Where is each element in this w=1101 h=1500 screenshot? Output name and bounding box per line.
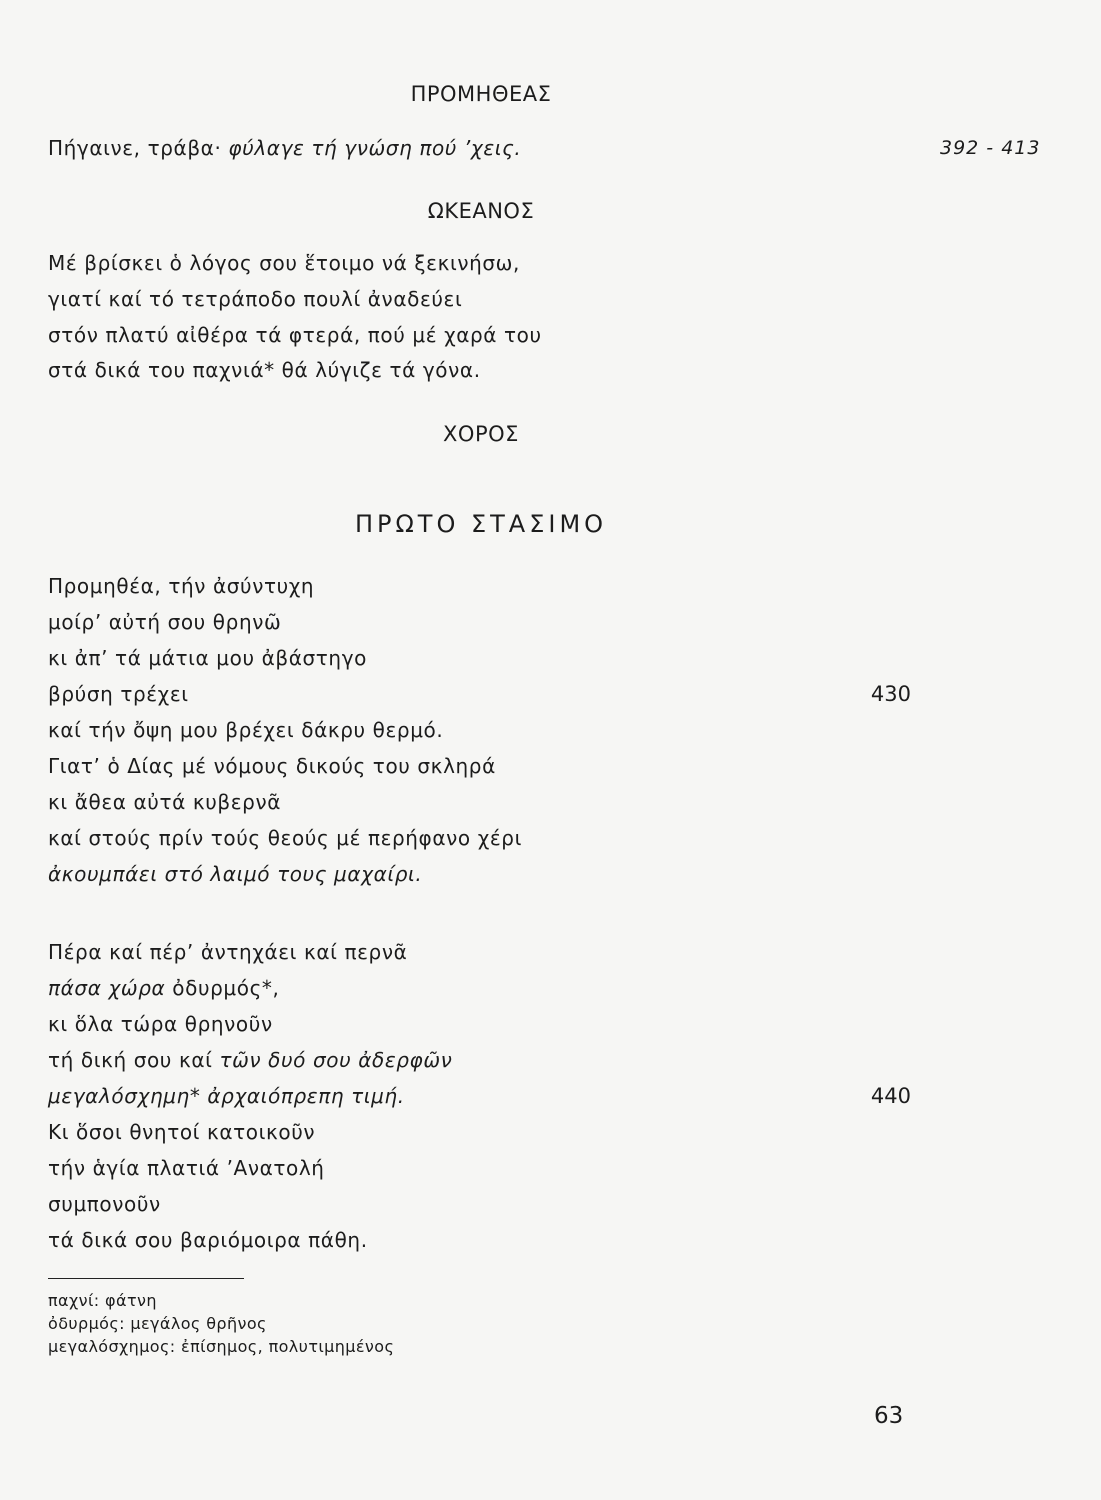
- prometheus-line-normal: Πήγαινε, τράβα·: [48, 136, 229, 160]
- prometheus-line: [48, 138, 521, 158]
- footnote-divider: [48, 1278, 244, 1279]
- verse-line: Προμηθέα, τήν ἀσύντυχη: [48, 574, 315, 598]
- verse-italic-part: τῶν δυό σου ἀδερφῶν: [219, 1048, 453, 1072]
- verse-line: συμπονοῦν: [48, 1192, 161, 1216]
- verse-line: τήν ἁγία πλατιά ’Ανατολή: [48, 1156, 325, 1180]
- verse-line: [48, 978, 279, 998]
- verse-line: γιατί καί τό τετράποδο πουλί ἀναδεύει: [48, 287, 463, 311]
- verse-line: Μέ βρίσκει ὁ λόγος σου ἕτοιμο νά ξεκινήσω,: [48, 251, 520, 275]
- verse-line-italic: ἀκουμπάει στό λαιμό τους μαχαίρι.: [48, 862, 423, 886]
- verse-line: κι ἄθεα αὐτά κυβερνᾶ: [48, 790, 282, 814]
- page-number: 63: [874, 1403, 904, 1429]
- verse-line: κι ὅλα τώρα θρηνοῦν: [48, 1012, 273, 1036]
- line-number-430: 430: [870, 682, 911, 706]
- verse-line: Γιατ’ ὁ Δίας μέ νόμους δικούς του σκληρά: [48, 754, 496, 778]
- verse-line: μοίρ’ αὐτή σου θρηνῶ: [48, 610, 282, 634]
- footnote: μεγαλόσχημος: ἐπίσημος, πολυτιμημένος: [48, 1337, 395, 1356]
- verse-italic-part: πάσα χώρα: [48, 976, 166, 1000]
- footnote: ὀδυρμός: μεγάλος θρῆνος: [48, 1314, 267, 1333]
- speaker-okeanos: ΩΚΕΑΝΟΣ: [427, 199, 535, 223]
- verse-line: [48, 1050, 452, 1070]
- section-title: ΠΡΩΤΟ ΣΤΑΣΙΜΟ: [354, 510, 608, 538]
- verse-line: Κι ὅσοι θνητοί κατοικοῦν: [48, 1120, 316, 1144]
- line-range: 392 - 413: [940, 137, 1041, 159]
- verse-line-italic: μεγαλόσχημη* ἀρχαιόπρεπη τιμή.: [48, 1084, 405, 1108]
- verse-line: στά δικά του παχνιά* θά λύγιζε τά γόνα.: [48, 358, 481, 382]
- verse-normal-part: τή δική σου καί: [48, 1048, 220, 1072]
- verse-normal-part: ὀδυρμός*,: [165, 976, 280, 1000]
- verse-line: στόν πλατύ αἰθέρα τά φτερά, πού μέ χαρά του: [48, 323, 542, 347]
- speaker-prometheus: ΠΡΟΜΗΘΕΑΣ: [410, 82, 552, 106]
- verse-line: τά δικά σου βαριόμοιρα πάθη.: [48, 1228, 368, 1252]
- verse-line: κι ἀπ’ τά μάτια μου ἀβάστηγο: [48, 646, 367, 670]
- verse-line: Πέρα καί πέρ’ ἀντηχάει καί περνᾶ: [48, 940, 408, 964]
- speaker-choros: ΧΟΡΟΣ: [443, 422, 519, 446]
- prometheus-line-italic: φύλαγε τή γνώση πού ’χεις.: [228, 136, 522, 160]
- verse-line: καί τήν ὄψη μου βρέχει δάκρυ θερμό.: [48, 718, 444, 742]
- line-number-440: 440: [870, 1084, 911, 1108]
- footnote: παχνί: φάτνη: [48, 1291, 157, 1310]
- verse-line: καί στούς πρίν τούς θεούς μέ περήφανο χέρι: [48, 826, 522, 850]
- verse-line: βρύση τρέχει: [48, 682, 189, 706]
